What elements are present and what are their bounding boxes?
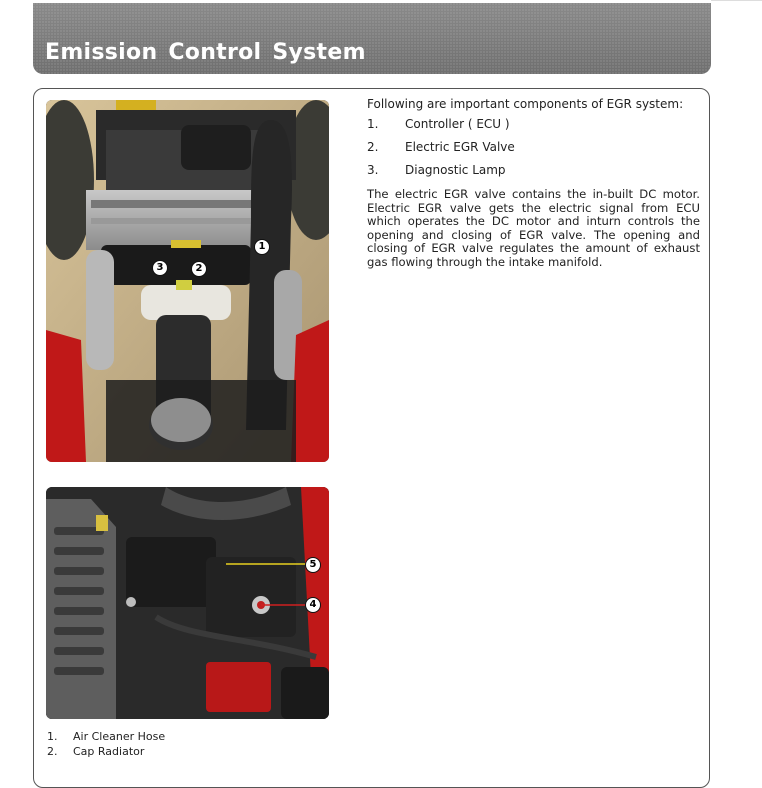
intro-text: Following are important components of EGR system: <box>367 97 684 111</box>
callout-3: 3 <box>152 260 168 276</box>
section-header <box>33 3 711 74</box>
caption-item <box>47 744 327 759</box>
engine-photo-side <box>46 487 329 719</box>
callout-5: 5 <box>305 557 321 573</box>
caption-label: Cap Radiator <box>73 745 145 758</box>
component-number: 2. <box>367 140 379 154</box>
component-item <box>367 140 700 163</box>
caption-label: Air Cleaner Hose <box>73 730 166 743</box>
caption-number: 1. <box>47 730 58 743</box>
callout-2: 2 <box>191 261 207 277</box>
section-title: Emission Control System <box>45 40 366 65</box>
component-label: Electric EGR Valve <box>405 140 515 154</box>
component-number: 1. <box>367 117 379 131</box>
component-item <box>367 163 700 186</box>
component-number: 3. <box>367 163 379 177</box>
callout-1: 1 <box>254 239 270 255</box>
component-item <box>367 117 700 140</box>
egr-description <box>367 97 700 270</box>
photo-captions <box>47 729 327 759</box>
caption-number: 2. <box>47 745 58 758</box>
caption-item <box>47 729 327 744</box>
callout-4: 4 <box>305 597 321 613</box>
description-paragraph: The electric EGR valve contains the in-built DC motor. Electric EGR valve gets the electric signal from ECU which operates the DC motor and inturn controls the opening and closing of EGR valve. The opening and closing of EGR valve regulates the amount of exhaust gas flowing through the intake manifold. <box>367 187 700 269</box>
engine-photo-top-drawing <box>46 100 329 462</box>
engine-photo-side-drawing <box>46 487 329 719</box>
engine-photo-top <box>46 100 329 462</box>
component-label: Diagnostic Lamp <box>405 163 506 177</box>
page-edge-line <box>711 0 762 1</box>
component-label: Controller ( ECU ) <box>405 117 510 131</box>
